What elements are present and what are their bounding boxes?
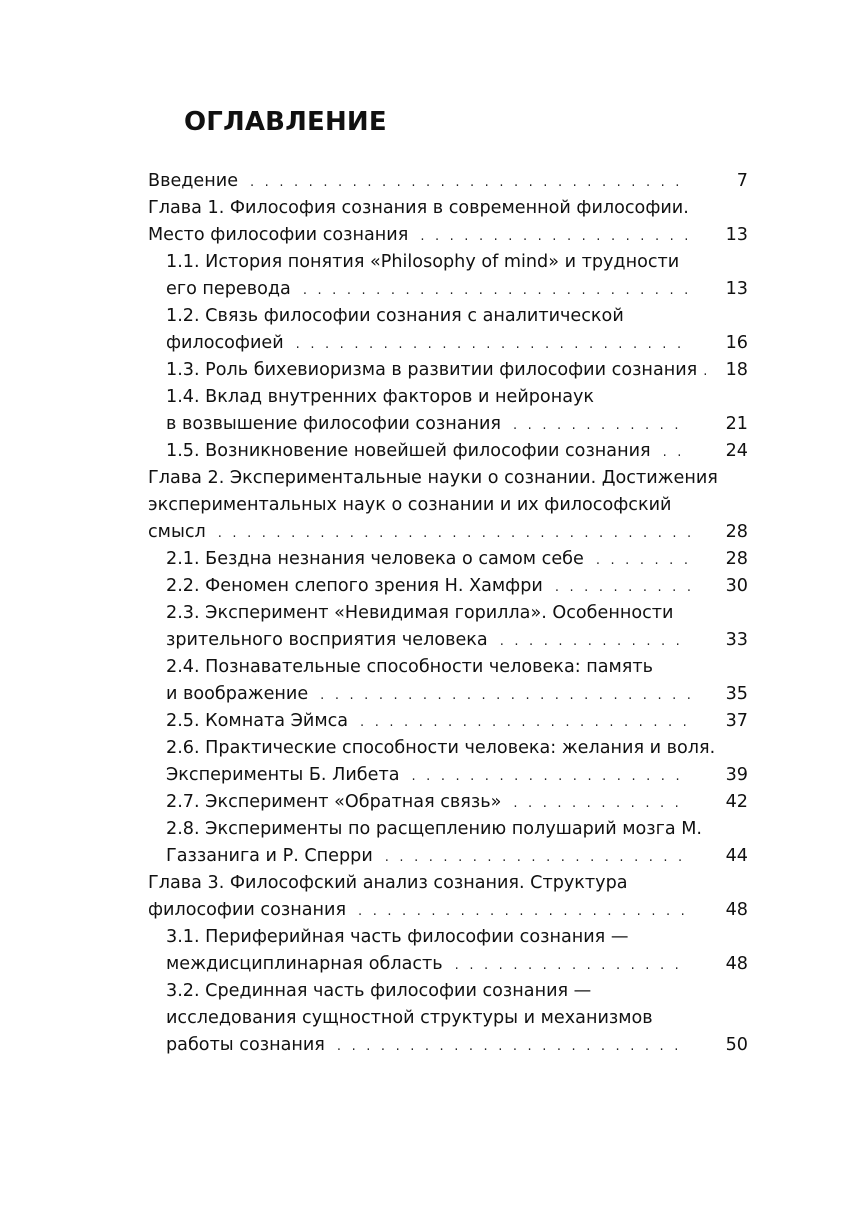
toc-entry[interactable]: [148, 816, 748, 870]
dot-leader: [513, 412, 690, 439]
toc-entry-last-line: [148, 330, 748, 357]
dot-leader: [358, 898, 690, 925]
toc-entry-line: [148, 600, 748, 627]
page-number: 7: [736, 171, 748, 191]
toc-entry[interactable]: [148, 870, 748, 924]
toc-entry-line: [148, 1005, 748, 1032]
toc-entry[interactable]: [148, 708, 748, 735]
page-number: 13: [725, 225, 748, 245]
toc-entry-line: [148, 735, 748, 762]
toc-entry-title: 1.3. Роль бихевиоризма в развитии философии сознания: [166, 360, 698, 380]
toc-entry[interactable]: [148, 546, 748, 573]
toc-entry-title: смысл: [148, 522, 206, 542]
toc-entry-title: 2.5. Комната Эймса: [166, 711, 349, 731]
toc-entry-title: 1.4. Вклад внутренних факторов и нейронаук: [166, 387, 595, 407]
toc-entry-title: 2.8. Эксперименты по расщеплению полушарий мозга М.: [166, 819, 703, 839]
toc-entry-last-line: [148, 708, 748, 735]
toc-entry-title: философией: [166, 333, 284, 353]
toc-entry-line: [148, 978, 748, 1005]
toc-entry[interactable]: [148, 573, 748, 600]
dot-leader: [360, 709, 690, 736]
toc-entry[interactable]: [148, 249, 748, 303]
page-number: 28: [725, 549, 748, 569]
toc-entry-last-line: [148, 438, 748, 465]
toc-entry-title: 2.6. Практические способности человека: желания и воля.: [166, 738, 716, 758]
dot-leader: [500, 628, 690, 655]
toc-entry-title: его перевода: [166, 279, 291, 299]
toc-entry-title: Глава 1. Философия сознания в современной философии.: [148, 198, 689, 218]
toc-entry-line: [148, 303, 748, 330]
toc-entry-title: 3.1. Периферийная часть философии сознания —: [166, 927, 629, 947]
toc-entry-title: 2.3. Эксперимент «Невидимая горилла». Особенности: [166, 603, 674, 623]
page-number: 50: [725, 1035, 748, 1055]
toc-entry-last-line: [148, 411, 748, 438]
page-number: 30: [725, 576, 748, 596]
page-number: 48: [725, 900, 748, 920]
page-number: 35: [725, 684, 748, 704]
toc-entry-last-line: [148, 762, 748, 789]
toc-entry-last-line: [148, 168, 748, 195]
toc-entry-last-line: [148, 843, 748, 870]
page-number: 39: [725, 765, 748, 785]
toc-entry[interactable]: [148, 195, 748, 249]
dot-leader: [420, 223, 690, 250]
toc-entry-last-line: [148, 681, 748, 708]
toc-entry-line: [148, 384, 748, 411]
toc-entry[interactable]: [148, 654, 748, 708]
toc-entry-line: [148, 870, 748, 897]
table-of-contents: [148, 168, 748, 1059]
page-number: 21: [725, 414, 748, 434]
toc-entry-line: [148, 654, 748, 681]
page-number: 18: [725, 360, 748, 380]
toc-entry[interactable]: [148, 735, 748, 789]
toc-entry-title: 2.1. Бездна незнания человека о самом себе: [166, 549, 584, 569]
toc-entry-line: [148, 195, 748, 222]
toc-entry-last-line: [148, 357, 748, 384]
toc-entry-last-line: [148, 1032, 748, 1059]
toc-entry-title: философии сознания: [148, 900, 347, 920]
dot-leader: [320, 682, 690, 709]
page-number: 44: [725, 846, 748, 866]
toc-entry-title: 1.5. Возникновение новейшей философии сознания: [166, 441, 651, 461]
toc-entry[interactable]: [148, 924, 748, 978]
toc-entry-title: 3.2. Срединная часть философии сознания —: [166, 981, 592, 1001]
toc-entry[interactable]: [148, 465, 748, 546]
page-number: 48: [725, 954, 748, 974]
page-number: 33: [725, 630, 748, 650]
toc-entry[interactable]: [148, 384, 748, 438]
toc-entry-line: [148, 465, 748, 492]
toc-entry-title: в возвышение философии сознания: [166, 414, 502, 434]
page-number: 42: [725, 792, 748, 812]
toc-entry[interactable]: [148, 357, 748, 384]
toc-entry-line: [148, 816, 748, 843]
toc-entry-last-line: [148, 897, 748, 924]
toc-entry-title: работы сознания: [166, 1035, 325, 1055]
dot-leader: [411, 763, 690, 790]
toc-entry-last-line: [148, 789, 748, 816]
page-number: 37: [725, 711, 748, 731]
toc-entry-line: [148, 492, 748, 519]
dot-leader: [303, 277, 690, 304]
toc-entry-title: и воображение: [166, 684, 309, 704]
toc-entry-last-line: [148, 519, 748, 546]
toc-entry-title: Газзанига и Р. Сперри: [166, 846, 373, 866]
toc-entry-last-line: [148, 573, 748, 600]
toc-entry-title: 1.1. История понятия «Philosophy of mind» и трудности: [166, 252, 680, 272]
page-number: 24: [725, 441, 748, 461]
dot-leader: [218, 520, 690, 547]
toc-entry-title: Глава 3. Философский анализ сознания. Структура: [148, 873, 628, 893]
dot-leader: [555, 574, 690, 601]
dot-leader: [250, 169, 690, 196]
toc-entry-last-line: [148, 951, 748, 978]
toc-entry-title: 2.2. Феномен слепого зрения Н. Хамфри: [166, 576, 543, 596]
toc-entry[interactable]: [148, 600, 748, 654]
toc-entry-title: 2.7. Эксперимент «Обратная связь»: [166, 792, 502, 812]
page-number: 16: [725, 333, 748, 353]
toc-entry-title: экспериментальных наук о сознании и их философский: [148, 495, 672, 515]
toc-entry-last-line: [148, 222, 748, 249]
toc-entry-title: Глава 2. Экспериментальные науки о сознании. Достижения: [148, 468, 718, 488]
toc-entry-title: Место философии сознания: [148, 225, 409, 245]
dot-leader: [296, 331, 690, 358]
toc-entry-title: Эксперименты Б. Либета: [166, 765, 400, 785]
dot-leader: [385, 844, 690, 871]
toc-entry-last-line: [148, 276, 748, 303]
page-number: 28: [725, 522, 748, 542]
toc-entry[interactable]: [148, 438, 748, 465]
toc-entry-title: 1.2. Связь философии сознания с аналитической: [166, 306, 624, 326]
toc-entry-title: междисциплинарная область: [166, 954, 443, 974]
toc-entry-last-line: [148, 546, 748, 573]
toc-entry-line: [148, 249, 748, 276]
page-number: 13: [725, 279, 748, 299]
toc-entry[interactable]: [148, 978, 748, 1059]
dot-leader: [596, 547, 690, 574]
dot-leader: [337, 1033, 690, 1060]
toc-entry-title: Введение: [148, 171, 239, 191]
toc-entry[interactable]: [148, 303, 748, 357]
toc-heading: ОГЛАВЛЕНИЕ: [184, 107, 387, 137]
toc-entry-line: [148, 924, 748, 951]
toc-entry-last-line: [148, 627, 748, 654]
toc-entry-title: исследования сущностной структуры и механизмов: [166, 1008, 653, 1028]
dot-leader: [703, 358, 712, 385]
dot-leader: [455, 952, 690, 979]
toc-entry[interactable]: [148, 789, 748, 816]
dot-leader: [513, 790, 690, 817]
dot-leader: [663, 439, 690, 466]
toc-entry-title: зрительного восприятия человека: [166, 630, 488, 650]
toc-entry[interactable]: [148, 168, 748, 195]
toc-entry-title: 2.4. Познавательные способности человека: память: [166, 657, 653, 677]
